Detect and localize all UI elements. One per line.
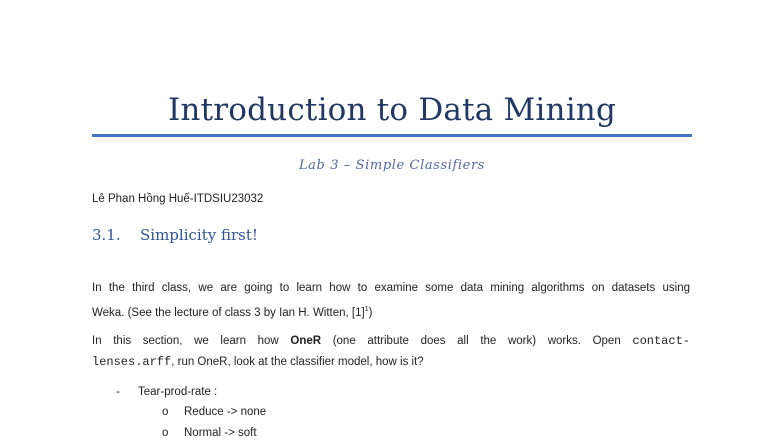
paragraph-oner [92, 331, 690, 373]
paragraph-intro-text: Weka. (See the lecture of class 3 by Ian H. Witten, [1] [92, 306, 365, 319]
section-title: Simplicity first! [140, 226, 258, 244]
section-number: 3.1. [92, 226, 121, 244]
sub-list-item: Reduce -> none [184, 406, 267, 418]
paragraph-oner-line1 [92, 331, 690, 352]
paragraph-oner-text1: In this section, we learn how [92, 335, 291, 347]
oner-keyword: OneR [290, 335, 322, 347]
document-title: Introduction to Data Mining [167, 92, 617, 128]
paragraph-oner-text2: (one attribute does all the work) works. Open [321, 335, 633, 347]
code-lenses-file: lenses.arff [92, 355, 172, 369]
paragraph-intro [92, 278, 690, 324]
paragraph-oner-line2 [92, 352, 690, 373]
title-underline [92, 134, 692, 137]
paragraph-oner-text3: , run OneR, look at the classifier model, how is it? [171, 356, 424, 368]
sub-list-bullet: o [162, 406, 169, 418]
sub-list-bullet: o [162, 427, 169, 439]
code-contact: contact- [632, 334, 690, 348]
author-line: Lê Phan Hồng Huế-ITDSIU23032 [92, 193, 264, 205]
list-bullet-dash: - [116, 386, 120, 398]
document-subtitle: Lab 3 – Simple Classifiers [298, 158, 486, 173]
sub-list-item: Normal -> soft [184, 427, 257, 439]
paragraph-intro-line2 [92, 299, 690, 324]
list-item: Tear-prod-rate : [138, 386, 218, 398]
paragraph-intro-close: ) [368, 306, 373, 319]
paragraph-intro-line1: In the third class, we are going to learn how to examine some data mining algorithms on datasets using [92, 282, 690, 294]
footnote-reference[interactable]: 1 [364, 306, 369, 313]
